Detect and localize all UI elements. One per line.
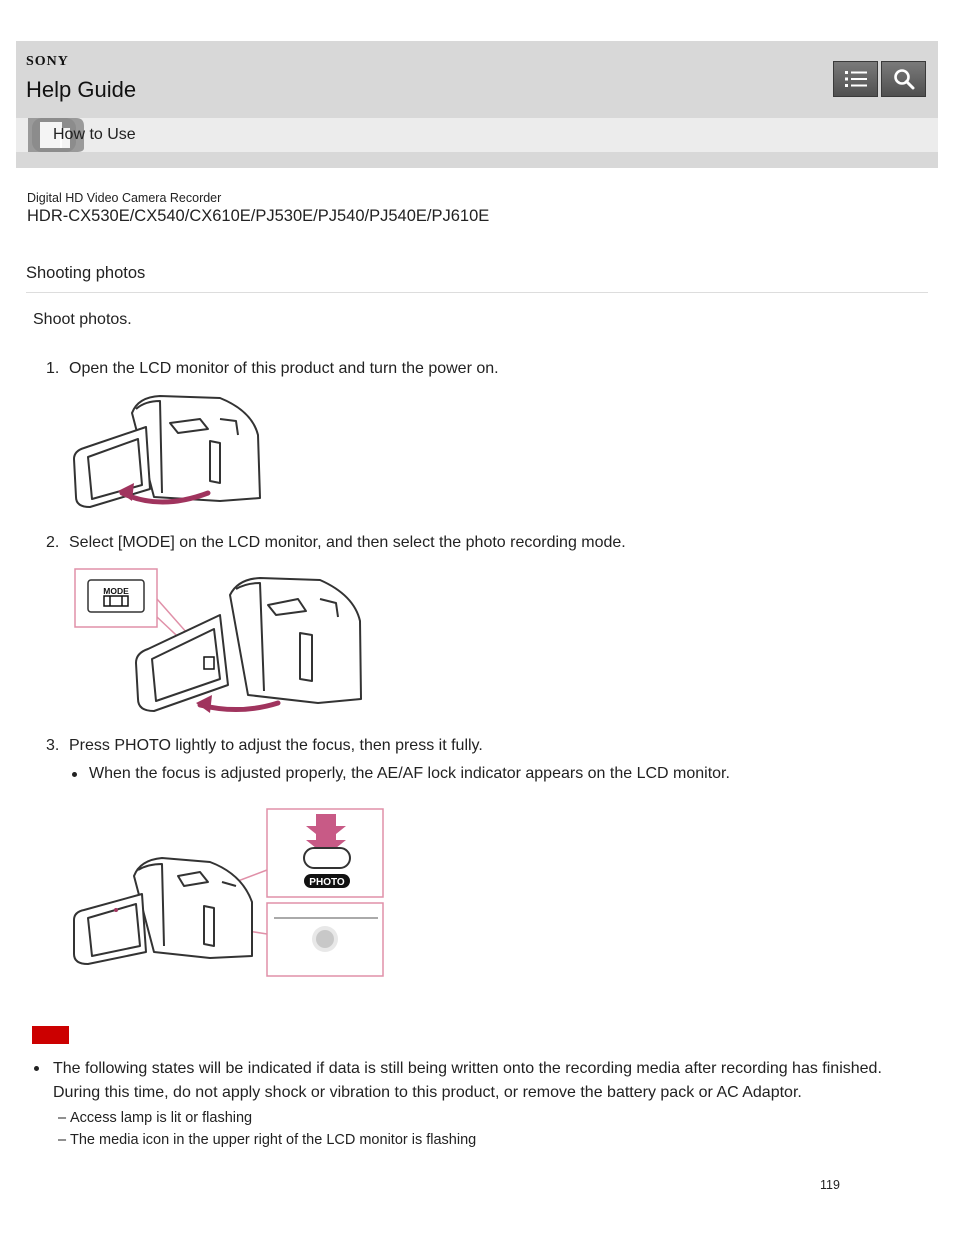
page-number: 119: [820, 1178, 840, 1192]
search-icon: [893, 68, 915, 90]
dash-icon: ‒: [58, 1132, 67, 1148]
header-bar: [16, 41, 938, 168]
section-label[interactable]: How to Use: [53, 126, 136, 143]
step-number: 2.: [46, 534, 60, 551]
step-3-bullet: When the focus is adjusted properly, the AE/AF lock indicator appears on the LCD monitor.: [89, 765, 730, 782]
step-number: 3.: [46, 737, 60, 754]
page-title: Shooting photos: [26, 264, 146, 282]
step-3: [46, 737, 483, 755]
dash-icon: ‒: [58, 1110, 67, 1126]
photo-press-figure: [70, 806, 390, 981]
intro-text: Shoot photos.: [33, 311, 132, 328]
step-text: Open the LCD monitor of this product and turn the power on.: [69, 360, 499, 377]
step-2: [46, 534, 626, 552]
step-text: Press PHOTO lightly to adjust the focus, then press it fully.: [69, 737, 483, 754]
note-marker: [32, 1026, 69, 1044]
step-text: Select [MODE] on the LCD monitor, and then select the photo recording mode.: [69, 534, 626, 551]
photo-label: PHOTO: [309, 877, 345, 888]
bullet-dot: [34, 1066, 39, 1071]
product-models: HDR-CX530E/CX540/CX610E/PJ530E/PJ540/PJ540E/PJ610E: [27, 207, 490, 225]
list-icon: [844, 69, 868, 89]
note-item: ‒ Access lamp is lit or flashing: [58, 1110, 253, 1126]
step-1: [46, 360, 499, 378]
help-guide-title[interactable]: Help Guide: [26, 77, 137, 102]
title-divider: [26, 292, 928, 293]
mode-select-figure: [70, 565, 370, 715]
brand-logo: SONY: [26, 54, 69, 69]
mode-label: MODE: [103, 586, 129, 596]
note-item: ‒ The media icon in the upper right of the LCD monitor is flashing: [58, 1132, 477, 1148]
camera-open-lcd-figure: [70, 393, 270, 513]
bullet-dot: [72, 772, 77, 777]
step-number: 1.: [46, 360, 60, 377]
toc-button[interactable]: [833, 61, 878, 97]
section-band: [16, 118, 938, 152]
search-button[interactable]: [881, 61, 926, 97]
note-text: The following states will be indicated if data is still being written onto the recording media after recording has finished. During this time, do not apply shock or vibration to this product, or remove the battery pack or AC Adaptor.: [53, 1060, 882, 1101]
product-category: Digital HD Video Camera Recorder: [27, 191, 222, 205]
